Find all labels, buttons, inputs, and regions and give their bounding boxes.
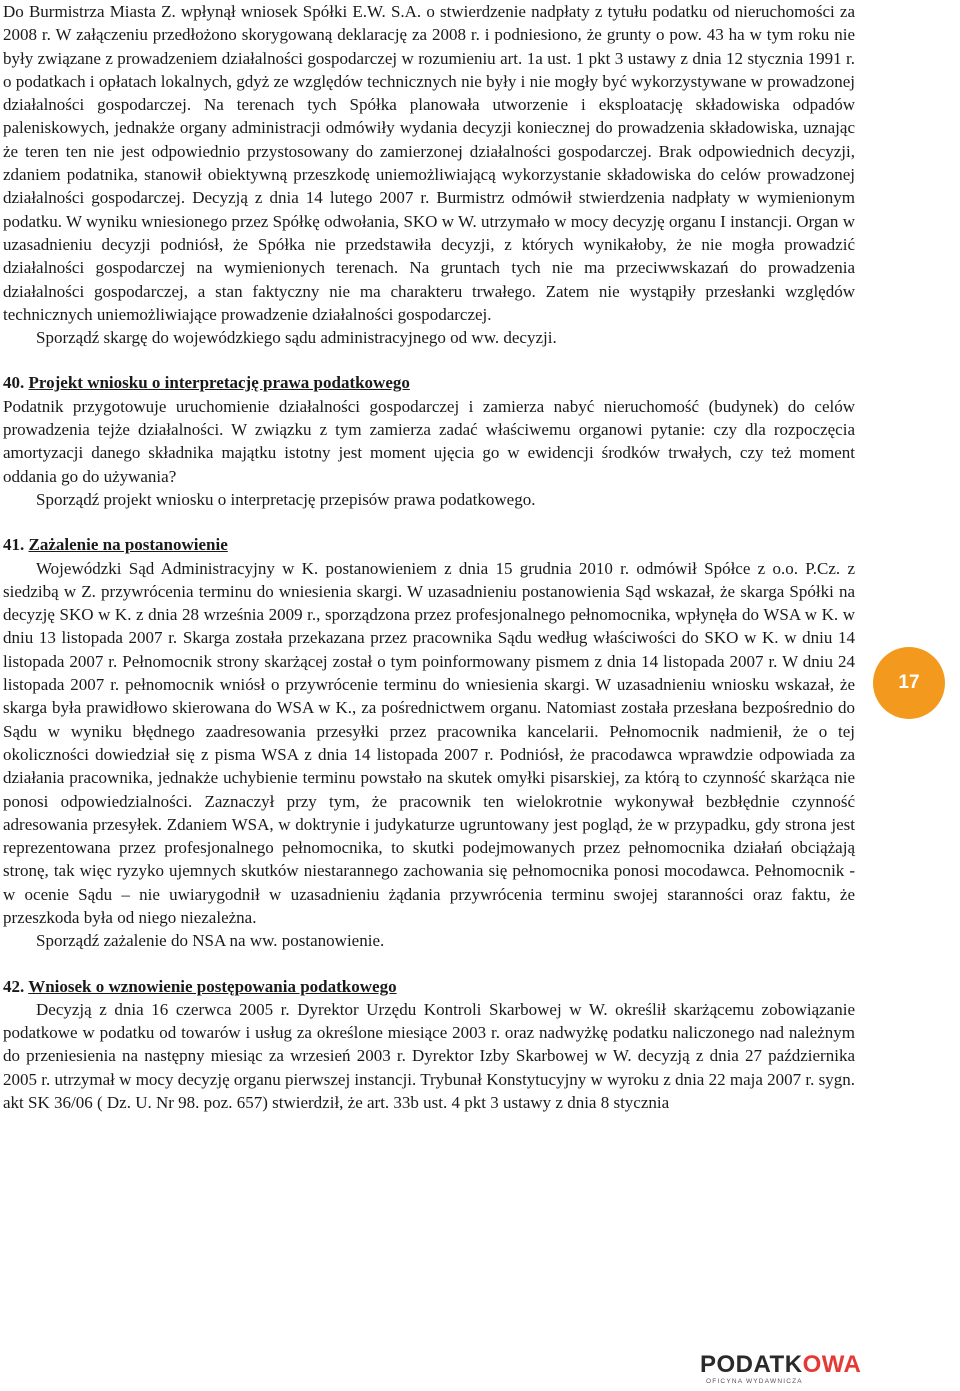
section-40-task: Sporządź projekt wniosku o interpretację przepisów prawa podatkowego. [36,489,536,509]
section-40-heading [3,371,855,394]
section-title: Zażalenie na postanowienie [28,535,228,555]
logo-subtitle: OFICYNA WYDAWNICZA [706,1378,803,1385]
section-number: 42. [3,976,25,996]
logo-wordmark-part: PODATK [700,1351,803,1378]
section-number: 41. [3,535,25,555]
logo-wordmark [700,1352,860,1378]
page-number-badge [873,647,945,719]
intro-task: Sporządź skargę do wojewódzkiego sądu administracyjnego od ww. decyzji. [36,328,557,348]
spacer [3,511,855,533]
publisher-logo [700,1352,860,1386]
section-41-task: Sporządź zażalenie do NSA na ww. postanowienie. [36,931,385,951]
logo-wordmark-accent: OWA [802,1351,862,1378]
page-number: 17 [898,672,920,693]
document-body [3,0,855,1114]
section-title: Wniosek o wznowienie postępowania podatkowego [28,976,397,996]
section-title: Projekt wniosku o interpretację prawa podatkowego [28,373,410,393]
section-41-heading [3,533,855,556]
spacer [3,349,855,371]
section-41-body: Wojewódzki Sąd Administracyjny w K. postanowieniem z dnia 15 grudnia 2010 r. odmówił Spółce z o.o. P.Cz. z siedzibą w Z. przywrócenia terminu do wniesienia skargi. W uzasadnieniu postanowienia Sąd wskazał, że skarga Spółki na decyzję SKO w K. z dnia 28 września 2009 r., sporządzona przez profesjonalnego pełnomocnika, wpłynęła do WSA w K. w dniu 13 listopada 2007 r. Skarga została przekazana przez pracownika Sądu według właściwości do SKO w K. w dniu 14 listopada 2007 r. Pełnomocnik strony skarżącej został o tym poinformowany pismem z dnia 14 listopada 2007 r. W dniu 24 listopada 2007 r. pełnomocnik wniósł o przywrócenie terminu do wniesienia skargi. W uzasadnieniu wniosku wskazał, że skarga była prawidłowo skierowana do WSA w K., za pośrednictwem organu. Natomiast została przesłana bezpośrednio do Sądu w wyniku błędnego zaadresowania przesyłki przez pracownika kancelarii. Pełnomocnik nadmienił, że o tej okoliczności dowiedział się z pisma WSA z dnia 14 listopada 2007 r. Podniósł, że pracodawca wprawdzie odpowiada za działania pracownika, jednakże uchybienie terminu powstało na skutek omyłki pisarskiej, za którą to czynność skarżąca nie ponosi odpowiedzialności. Zaznaczył przy tym, że pracownik ten wielokrotnie wykonywał bezbłędnie czynność adresowania przesyłek. Zdaniem WSA, w doktrynie i judykaturze ugruntowany jest pogląd, że w przypadku, gdy strona jest reprezentowana przez profesjonalnego pełnomocnika, to skutki podejmowanych przez pełnomocnika działań obciążają stronę, tak więc ryzyko ujemnych skutków niestarannego zachowania się pełnomocnika ponosi mocodawca. Pełnomocnik - w ocenie Sądu – nie uwiarygodnił w uzasadnieniu żądania przywrócenia terminu swojej staranności oraz faktu, że przeszkoda była od niego niezależna. [3,558,855,927]
section-number: 40. [3,373,25,393]
intro-paragraph: Do Burmistrza Miasta Z. wpłynął wniosek Spółki E.W. S.A. o stwierdzenie nadpłaty z tytułu podatku od nieruchomości za 2008 r. W załączeniu przedłożono skorygowaną deklarację za 2008 r. i podniesiono, że grunty o pow. 43 ha w tym roku nie były związane z prowadzeniem działalności gospodarczej w rozumieniu art. 1a ust. 1 pkt 3 ustawy z dnia 12 stycznia 1991 r. o podatkach i opłatach lokalnych, gdyż ze względów technicznych nie były i nie mogły być wykorzystywane w prowadzonej działalności gospodarczej. Na terenach tych Spółka planowała utworzenie i eksploatację składowiska odpadów paleniskowych, jednakże organy administracji odmówiły wydania decyzji koniecznej do prowadzenia składowiska, uznając że teren ten nie jest odpowiednio przystosowany do zamierzonej działalności gospodarczej. Brak odpowiednich decyzji, zdaniem podatnika, stanowił obiektywną przeszkodę uniemożliwiającą wykorzystanie składowiska do celów prowadzonej działalności gospodarczej. Decyzją z dnia 14 lutego 2007 r. Burmistrz odmówił stwierdzenia nadpłaty w wymienionym podatku. W wyniku wniesionego przez Spółkę odwołania, SKO w W. utrzymało w mocy decyzję organu I instancji. Organ w uzasadnieniu decyzji podniósł, że Spółka nie przedstawiła decyzji, z których wynikałoby, że nie mogła prowadzić działalności gospodarczej na wymienionych terenach. Na gruntach tych nie ma przeciwwskazań do prowadzenia działalności gospodarczej, a stan faktyczny nie ma charakteru trwałego. Zatem nie wystąpiły przesłanki względów technicznych uniemożliwiające prowadzenie działalności gospodarczej. [3,2,855,324]
section-42-body: Decyzją z dnia 16 czerwca 2005 r. Dyrektor Urzędu Kontroli Skarbowej w W. określił skarżącemu zobowiązanie podatkowe w podatku od towarów i usług za określone miesiące 2003 r. oraz nadwyżkę podatku naliczonego nad należnym do przeniesienia na następny miesiąc za wrzesień 2003 r. Dyrektor Izby Skarbowej w W. decyzją z dnia 27 października 2005 r. utrzymał w mocy decyzję organu pierwszej instancji. Trybunał Konstytucyjny w wyroku z dnia 22 maja 2007 r. sygn. akt SK 36/06 ( Dz. U. Nr 98. poz. 657) stwierdził, że art. 33b ust. 4 pkt 3 ustawy z dnia 8 stycznia [3,999,855,1113]
section-40-body: Podatnik przygotowuje uruchomienie działalności gospodarczej i zamierza nabyć nieruchomość (budynek) do celów prowadzenia tejże działalności. W związku z tym zamierza zadać właściwemu organowi pytanie: czy dla rozpoczęcia amortyzacji danego składnika majątku istotny jest moment ujęcia go w ewidencji środków trwałych, czy też moment oddania go do używania? [3,396,855,486]
section-42-heading [3,975,855,998]
spacer [3,953,855,975]
